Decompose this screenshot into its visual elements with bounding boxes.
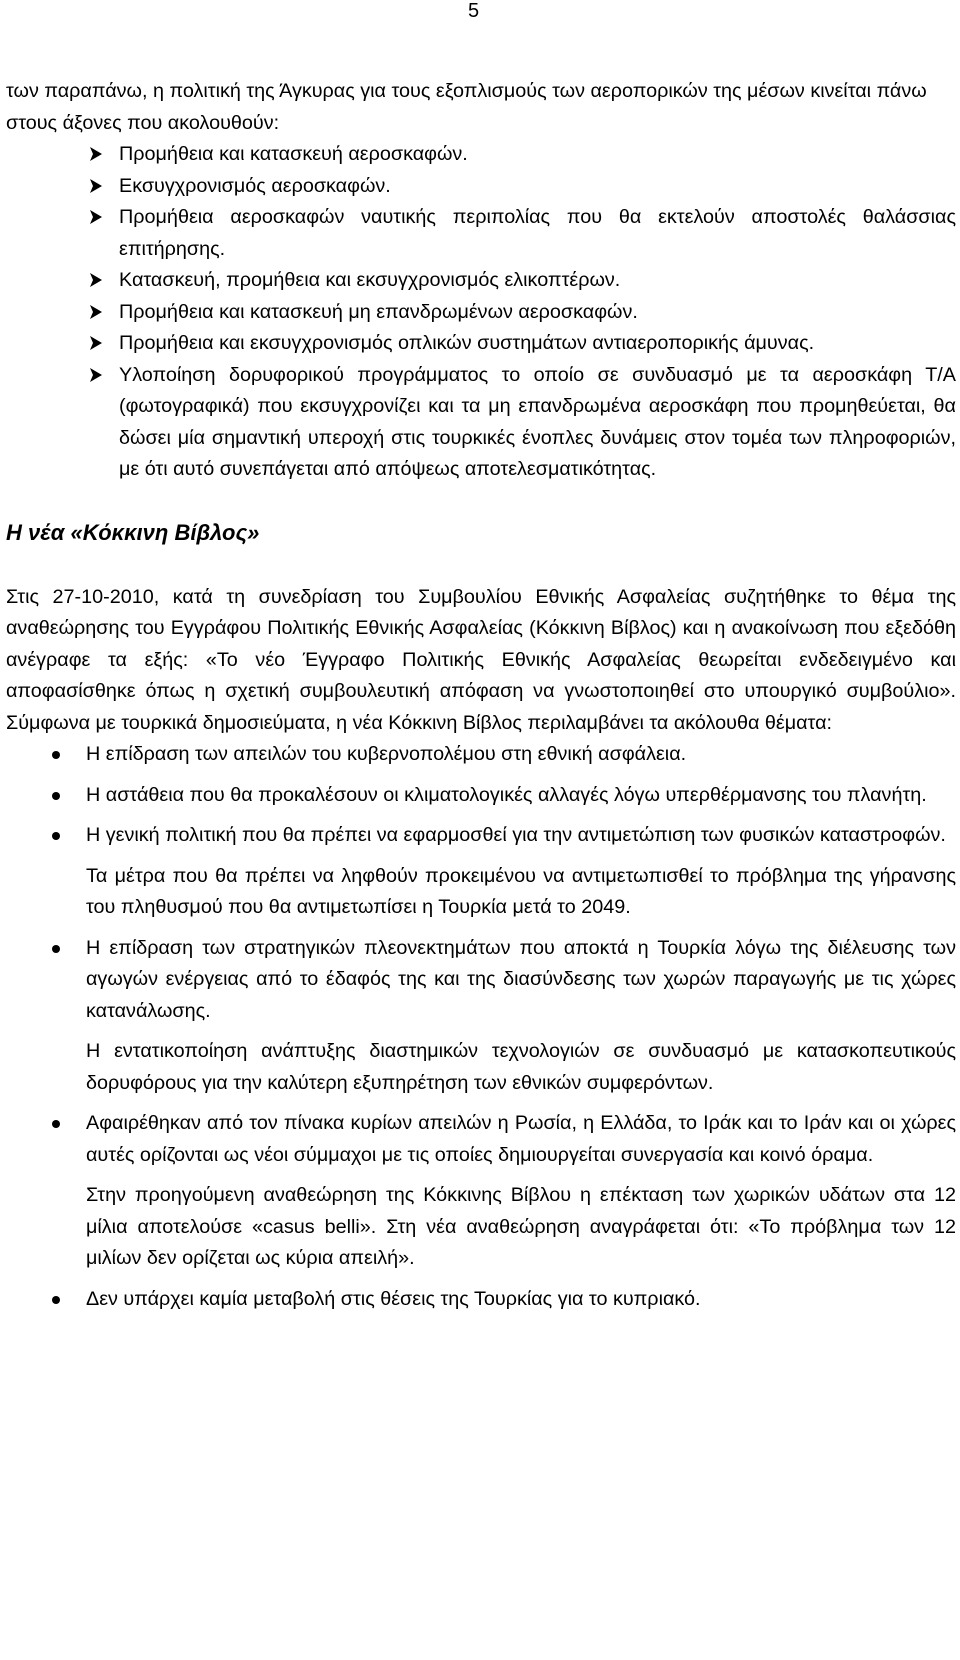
bullet-list-item: Η επίδραση των στρατηγικών πλεονεκτημάτων που αποκτά η Τουρκία λόγω της διέλευσης των αγωγών ενέργειας από το έδαφός της και της διασύνδεσης των χωρών παραγωγής με τις χώρες κατανάλωσης. [6,933,956,1028]
intro-paragraph: των παραπάνω, η πολιτική της Άγκυρας για τους εξοπλισμούς των αεροπορικών της μέσων κινείται πάνω στους άξονες που ακολουθούν: [6,80,927,134]
bullet-list-item: Τα μέτρα που θα πρέπει να ληφθούν προκειμένου να αντιμετωπισθεί το πρόβλημα της γήρανσης του πληθυσμού που θα αντιμετωπίσει η Τουρκία μετά το 2049. [86,864,956,918]
arrow-list-item: Κατασκευή, προμήθεια και εκσυγχρονισμός ελικοπτέρων. [6,265,956,297]
bullet-list [6,739,956,1315]
arrow-bullet-icon [89,171,109,203]
bullet-dot-icon [52,945,60,953]
arrow-bullet-icon [89,139,109,171]
bullet-dot-icon [52,832,60,840]
arrow-bullet-icon [89,202,109,234]
arrow-list-item: Προμήθεια και κατασκευή αεροσκαφών. [6,139,956,171]
bullet-list-item: Η γενική πολιτική που θα πρέπει να εφαρμοσθεί για την αντιμετώπιση των φυσικών καταστροφών. [6,820,956,852]
bullet-list-item: Η αστάθεια που θα προκαλέσουν οι κλιματολογικές αλλαγές λόγω υπερθέρμανσης του πλανήτη. [6,780,956,812]
bullet-dot-icon [52,792,60,800]
arrow-bullet-icon [89,265,109,297]
arrow-list [6,139,956,486]
bullet-dot-icon [52,1120,60,1128]
arrow-list-item: Εκσυγχρονισμός αεροσκαφών. [6,171,956,203]
bullet-list-item: Δεν υπάρχει καμία μεταβολή στις θέσεις της Τουρκίας για το κυπριακό. [6,1284,956,1316]
bullet-list-item: Στην προηγούμενη αναθεώρηση της Κόκκινης Βίβλου η επέκταση των χωρικών υδάτων στα 12 μίλια αποτελούσε «casus belli». Στη νέα αναθεώρηση αναγράφεται ότι: «Το πρόβλημα των 12 μιλίων δεν ορίζεται ως κύρια απειλή». [86,1184,956,1269]
arrow-list-item: Υλοποίηση δορυφορικού προγράμματος το οποίο σε συνδυασμό με τα αεροσκάφη Τ/Α (φωτογραφικά) που εκσυγχρονίζει και τα μη επανδρωμένα αεροσκάφη που προμηθεύεται, θα δώσει μία σημαντική υπεροχή στις τουρκικές ένοπλες δυνάμεις στον τομέα των πληροφοριών, με ότι αυτό συνεπάγεται από απόψεως αποτελεσματικότητας. [6,360,956,486]
page-content [6,76,956,1324]
arrow-bullet-icon [89,297,109,329]
arrow-list-item: Προμήθεια και εκσυγχρονισμός οπλικών συστημάτων αντιαεροπορικής άμυνας. [6,328,956,360]
arrow-list-item: Προμήθεια και κατασκευή μη επανδρωμένων αεροσκαφών. [6,297,956,329]
body-paragraph: Στις 27-10-2010, κατά τη συνεδρίαση του Συμβουλίου Εθνικής Ασφαλείας συζητήθηκε το θέμα της αναθεώρησης του Εγγράφου Πολιτικής Εθνικής Ασφαλείας (Κόκκινη Βίβλος) και η ανακοίνωση που εξεδόθη ανέγραφε τα εξής: «Το νέο Έγγραφο Πολιτικής Εθνικής Ασφαλείας θεωρείται ενδεδειγμένο και αποφασίσθηκε όπως η σχετική συμβουλευτική απόφαση να γνωστοποιηθεί στο υπουργικό συμβούλιο». Σύμφωνα με τουρκικά δημοσιεύματα, η νέα Κόκκινη Βίβλος περιλαμβάνει τα ακόλουθα θέματα: [6,585,956,734]
section-heading: Η νέα «Κόκκινη Βίβλος» [6,519,260,545]
bullet-dot-icon [52,1296,60,1304]
bullet-list-item: Η επίδραση των απειλών του κυβερνοπολέμου στη εθνική ασφάλεια. [6,739,956,771]
bullet-dot-icon [52,751,60,759]
arrow-bullet-icon [89,328,109,360]
bullet-list-item: Η εντατικοποίηση ανάπτυξης διαστημικών τεχνολογιών σε συνδυασμό με κατασκοπευτικούς δορυφόρους για την καλύτερη εξυπηρέτηση των εθνικών συμφερόντων. [86,1040,956,1094]
arrow-list-item: Προμήθεια αεροσκαφών ναυτικής περιπολίας που θα εκτελούν αποστολές θαλάσσιας επιτήρησης. [6,202,956,265]
bullet-list-item: Αφαιρέθηκαν από τον πίνακα κυρίων απειλών η Ρωσία, η Ελλάδα, το Ιράκ και το Ιράν και οι χώρες αυτές ορίζονται ως νέοι σύμμαχοι με τις οποίες δημιουργείται συνεργασία και κοινό όραμα. [6,1108,956,1171]
page-number: 5 [468,0,480,22]
arrow-bullet-icon [89,360,109,392]
